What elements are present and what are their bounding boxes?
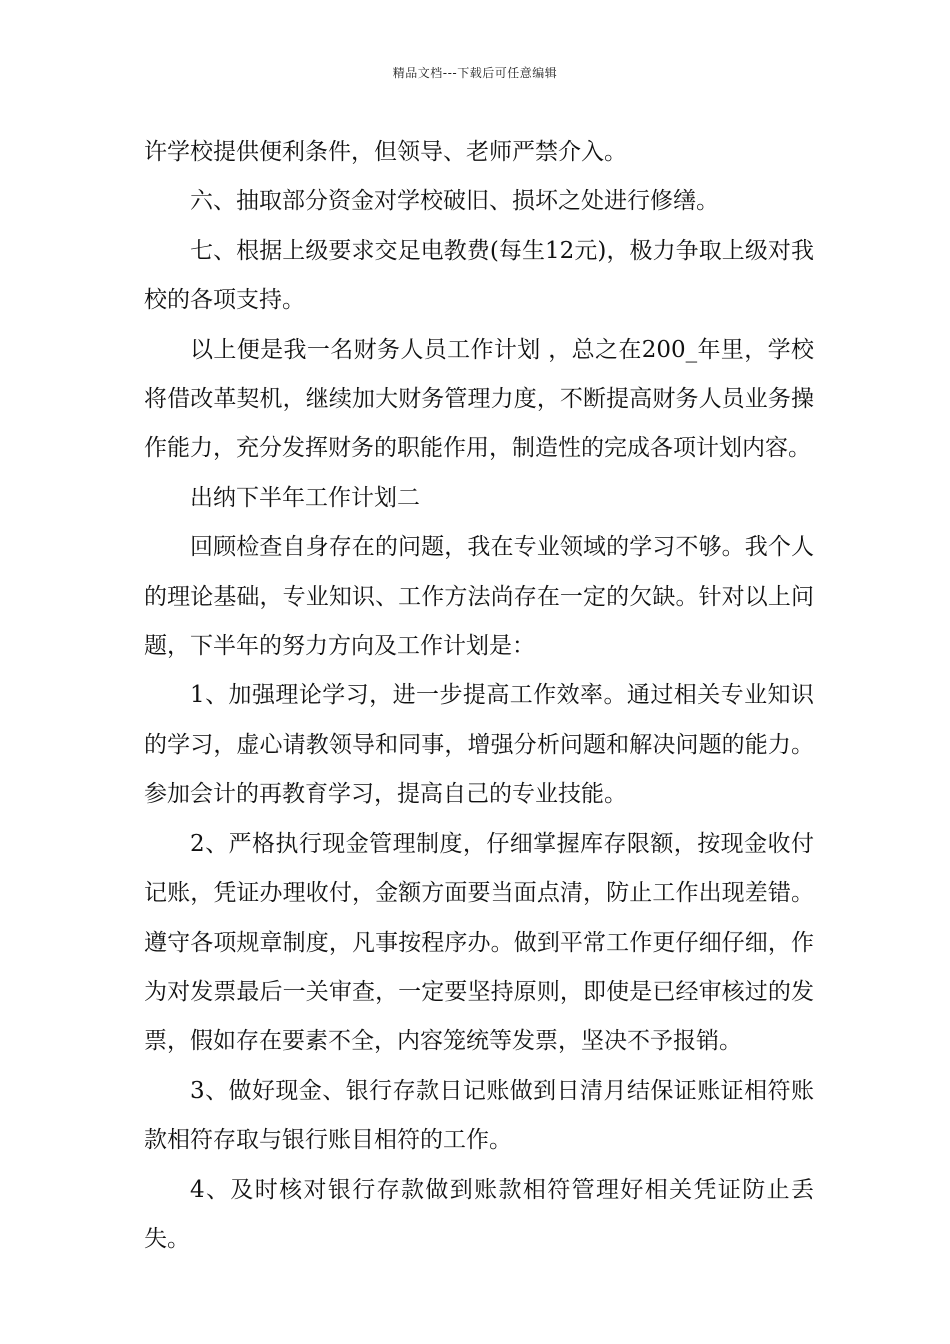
paragraph-continuation: 许学校提供便利条件，但领导、老师严禁介入。 xyxy=(144,139,627,165)
paragraph-item-3: 3、做好现金、银行存款日记账做到日清月结保证账证相符账款相符存取与银行账目相符的工作。 xyxy=(144,1077,814,1154)
document-body xyxy=(144,128,814,1264)
paragraph-item-2: 2、严格执行现金管理制度，仔细掌握库存限额，按现金收付记账，凭证办理收付，金额方面要当面点清，防止工作出现差错。遵守各项规章制度，凡事按程序办。做到平常工作更仔细仔细，作为对发票最后一关审查，一定要坚持原则，即使是已经审核过的发票，假如存在要素不全，内容笼统等发票，坚决不予报销。 xyxy=(144,830,814,1055)
paragraph-summary: 以上便是我一名财务人员工作计划 ，总之在200_年里，学校将借改革契机，继续加大财务管理力度，不断提高财务人员业务操作能力，充分发挥财务的职能作用，制造性的完成各项计划内容。 xyxy=(144,336,814,462)
section-heading: 出纳下半年工作计划二 xyxy=(190,484,420,511)
page-header: 精品文档---下载后可任意编辑 xyxy=(392,66,558,80)
paragraph-item-six: 六、抽取部分资金对学校破旧、损坏之处进行修缮。 xyxy=(190,188,719,215)
paragraph-item-seven: 七、根据上级要求交足电教费(每生12元)，极力争取上级对我校的各项支持。 xyxy=(144,237,814,314)
paragraph-review: 回顾检查自身存在的问题，我在专业领域的学习不够。我个人的理论基础，专业知识、工作方法尚存在一定的欠缺。针对以上问题，下半年的努力方向及工作计划是： xyxy=(144,534,814,660)
paragraph-item-1: 1、加强理论学习，进一步提高工作效率。通过相关专业知识的学习，虚心请教领导和同事，增强分析问题和解决问题的能力。参加会计的再教育学习，提高自己的专业技能。 xyxy=(144,682,814,808)
paragraph-item-4: 4、及时核对银行存款做到账款相符管理好相关凭证防止丢失。 xyxy=(144,1176,814,1252)
